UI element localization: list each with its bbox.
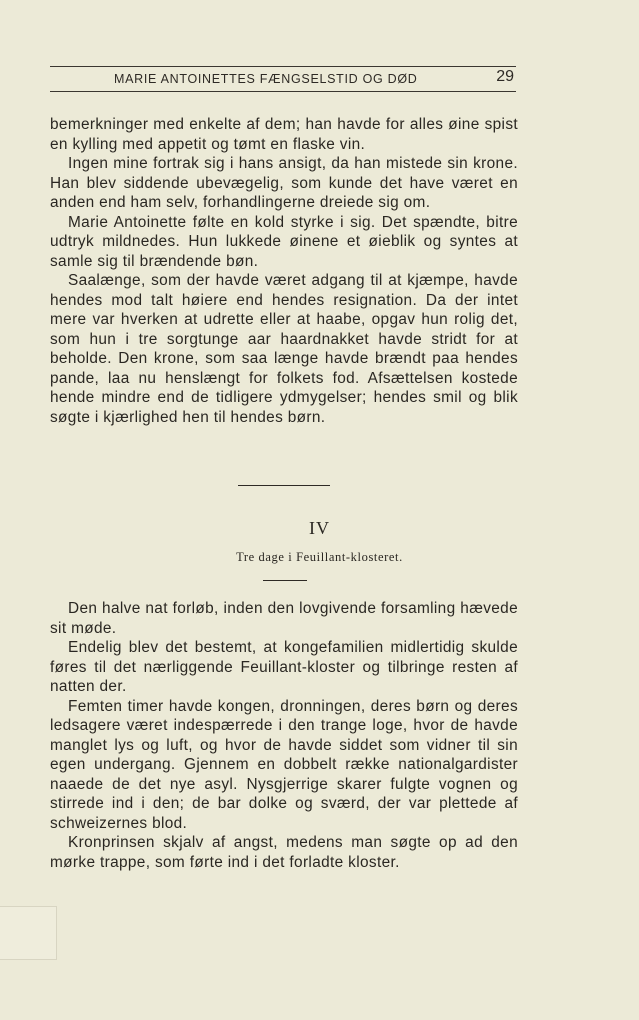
body-text-bottom: [50, 599, 518, 872]
chapter-divider: [263, 580, 307, 581]
paragraph: Den halve nat forløb, inden den lovgivende forsamling hævede sit møde.: [50, 600, 518, 637]
paragraph: Endelig blev det bestemt, at kongefamilien midlertidig skulde føres til det nærliggende Feuillant-kloster og tilbringe resten af natten der.: [50, 639, 518, 695]
chapter-title: Tre dage i Feuillant-klosteret.: [236, 550, 403, 564]
running-header-title: MARIE ANTOINETTES FÆNGSELSTID OG DØD: [114, 72, 418, 86]
paragraph: Kronprinsen skjalv af angst, medens man søgte op ad den mørke trappe, som førte ind i det forladte kloster.: [50, 834, 518, 871]
header-rule-top: [50, 66, 516, 67]
chapter-number: IV: [309, 518, 330, 538]
paragraph: Ingen mine fortrak sig i hans ansigt, da han mistede sin krone. Han blev siddende ubevægelig, som kunde det have været en anden end ham selv, forhandlingerne dreiede sig om.: [50, 155, 518, 211]
section-divider: [238, 485, 330, 486]
paragraph: Femten timer havde kongen, dronningen, deres børn og deres ledsagere været indespærrede i den trange loge, hvor de havde manglet lys og luft, og hvor de havde siddet som vidner til sin egen undergang. Gjennem en dobbelt række nationalgardister naaede de det nye asyl. Nysgjerrige skarer fulgte vognen og stirrede ind i den; de bar dolke og sværd, der var plettede af schweizernes blod.: [50, 697, 518, 832]
paragraph: Saalænge, som der havde været adgang til at kjæmpe, havde hendes mod talt høiere end hendes resignation. Da der intet mere var hverken at udrette eller at haabe, opgav hun rolig det, som hun i tre sorgtunge aar haardnakket havde stridt for at beholde. Den krone, som saa længe havde brændt paa hendes pande, laa nu henslængt for folkets fod. Afsættelsen kostede hende mindre end de tidligere ydmygelser; hendes smil og blik søgte i kjærlighed hen til hendes børn.: [50, 272, 518, 426]
paragraph: Marie Antoinette følte en kold styrke i sig. Det spændte, bitre udtryk mildnedes. Hun lukkede øinene et øieblik og syntes at samle sig til brændende bøn.: [50, 213, 518, 270]
page-number: 29: [496, 68, 514, 85]
body-text-top: [50, 115, 518, 427]
header-rule-bottom: [50, 91, 516, 92]
running-header: [50, 68, 516, 90]
paragraph: bemerkninger med enkelte af dem; han havde for alles øine spist en kylling med appetit og tømt en flaske vin.: [50, 116, 518, 153]
page-edge-mark: [0, 906, 57, 960]
